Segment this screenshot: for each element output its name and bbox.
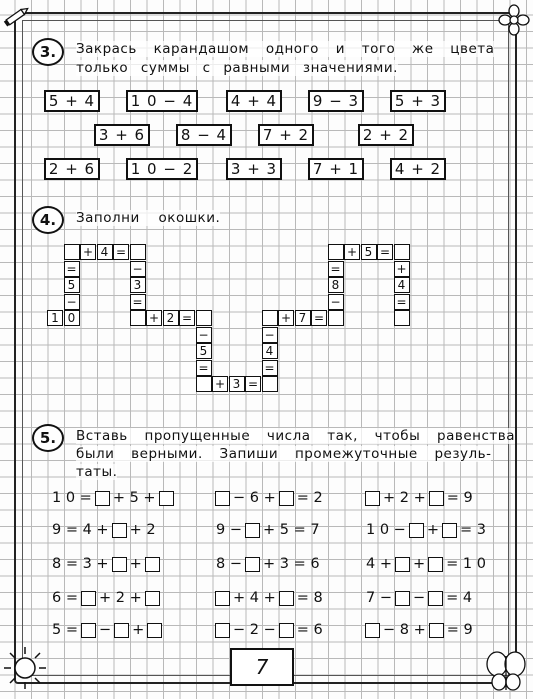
- answer-cell[interactable]: [262, 376, 278, 392]
- answer-box[interactable]: [112, 523, 127, 538]
- answer-box[interactable]: [429, 491, 444, 506]
- equation-text: = 6: [296, 622, 323, 638]
- answer-box[interactable]: [215, 623, 230, 638]
- equation: [50, 622, 163, 638]
- answer-cell[interactable]: [394, 310, 410, 326]
- answer-cell[interactable]: [328, 244, 344, 260]
- equation-text: + 4 +: [233, 590, 276, 606]
- chain-cell: =: [311, 310, 327, 326]
- sum-box[interactable]: 7 + 1: [308, 158, 364, 180]
- chain-cell: 4: [394, 277, 410, 293]
- chain-cell: =: [130, 294, 146, 310]
- chain-cell: +: [344, 244, 360, 260]
- chain-cell: 1: [47, 310, 63, 326]
- sum-box[interactable]: 5 + 4: [44, 90, 100, 112]
- equation-text: 4 +: [366, 556, 392, 572]
- equation-text: = 4: [446, 590, 473, 606]
- equation: [50, 490, 175, 506]
- equation: [364, 556, 488, 572]
- answer-box[interactable]: [395, 591, 410, 606]
- sum-box[interactable]: 3 + 3: [226, 158, 282, 180]
- task3-number: 3.: [32, 38, 64, 66]
- chain-cell: +: [394, 261, 410, 277]
- equation-text: +: [129, 556, 142, 572]
- equation: [214, 622, 325, 638]
- equation: [50, 556, 161, 572]
- equation: [50, 522, 158, 538]
- chain-cell: −: [196, 327, 212, 343]
- equation-text: 1 0 =: [52, 490, 92, 506]
- equation-text: +: [426, 522, 439, 538]
- equation-text: + 2: [129, 522, 156, 538]
- chain-cell: +: [278, 310, 294, 326]
- chain-cell: 4: [262, 343, 278, 359]
- equation-text: 6 =: [52, 590, 78, 606]
- equation: [214, 490, 325, 506]
- chain-cell: +: [80, 244, 96, 260]
- chain-cell: 8: [328, 277, 344, 293]
- chain-cell: −: [64, 294, 80, 310]
- sum-box[interactable]: 1 0 − 4: [126, 90, 198, 112]
- equation-text: − 8 +: [383, 622, 426, 638]
- answer-box[interactable]: [428, 557, 443, 572]
- sum-box[interactable]: 1 0 − 2: [126, 158, 198, 180]
- equation: [50, 590, 161, 606]
- equation-text: 9 = 4 +: [52, 522, 109, 538]
- equation-text: − 2 −: [233, 622, 276, 638]
- equation-text: 5 =: [52, 622, 78, 638]
- sum-box[interactable]: 4 + 4: [226, 90, 282, 112]
- equation-text: = 8: [296, 590, 323, 606]
- equation: [214, 522, 322, 538]
- chain-cell: −: [262, 327, 278, 343]
- equation-text: 9 −: [216, 522, 242, 538]
- answer-box[interactable]: [95, 491, 110, 506]
- equation-text: −: [98, 622, 112, 638]
- sum-box[interactable]: 4 + 2: [390, 158, 446, 180]
- sum-box[interactable]: 2 + 2: [358, 124, 414, 146]
- chain-cell: =: [179, 310, 195, 326]
- answer-box[interactable]: [279, 591, 294, 606]
- equation: [364, 622, 475, 638]
- answer-cell[interactable]: [130, 244, 146, 260]
- equation-text: = 9: [446, 622, 473, 638]
- answer-box[interactable]: [279, 623, 294, 638]
- chain-cell: +: [146, 310, 162, 326]
- chain-cell: =: [245, 376, 261, 392]
- equation: [214, 556, 322, 572]
- answer-box[interactable]: [428, 591, 443, 606]
- equation-text: = 2: [296, 490, 323, 506]
- chain-cell: 7: [295, 310, 311, 326]
- chain-cell: −: [328, 294, 344, 310]
- chain-cell: 0: [64, 310, 80, 326]
- answer-box[interactable]: [429, 623, 444, 638]
- task5-text-line3: таты.: [76, 464, 118, 480]
- answer-box[interactable]: [409, 523, 424, 538]
- answer-cell[interactable]: [130, 310, 146, 326]
- task4-number: 4.: [32, 206, 64, 234]
- chain-cell: =: [64, 261, 80, 277]
- answer-box[interactable]: [215, 591, 230, 606]
- equation: [364, 590, 474, 606]
- answer-box[interactable]: [245, 557, 260, 572]
- chain-cell: =: [328, 261, 344, 277]
- task5-text-line2: были верными. Запиши промежуточные резуль-: [76, 446, 492, 462]
- sum-box[interactable]: 2 + 6: [44, 158, 100, 180]
- answer-box[interactable]: [395, 557, 410, 572]
- equation-text: = 9: [446, 490, 473, 506]
- chain-cell: 3: [229, 376, 245, 392]
- answer-box[interactable]: [442, 523, 457, 538]
- equation-text: + 5 = 7: [262, 522, 320, 538]
- answer-cell[interactable]: [394, 244, 410, 260]
- flower-icon: [498, 4, 530, 36]
- task5-number: 5.: [32, 424, 64, 452]
- equation-text: + 2 +: [98, 590, 142, 606]
- task4-text: Заполни окошки.: [76, 210, 221, 226]
- chain-cell: =: [394, 294, 410, 310]
- pencil-icon: [2, 4, 32, 28]
- answer-box[interactable]: [245, 523, 260, 538]
- equation-text: + 5 +: [112, 490, 156, 506]
- sun-icon: [2, 645, 48, 691]
- equation-text: 7 −: [366, 590, 392, 606]
- equation: [364, 522, 488, 538]
- sum-box[interactable]: 3 + 6: [94, 124, 150, 146]
- answer-box[interactable]: [215, 491, 230, 506]
- equation-text: = 1 0: [446, 556, 486, 572]
- equation-text: 8 = 3 +: [52, 556, 109, 572]
- answer-box[interactable]: [147, 623, 162, 638]
- chain-cell: 5: [361, 244, 377, 260]
- answer-cell[interactable]: [328, 310, 344, 326]
- chain-cell: 2: [163, 310, 179, 326]
- answer-box[interactable]: [365, 491, 380, 506]
- equation-text: + 2 +: [383, 490, 426, 506]
- answer-cell[interactable]: [196, 376, 212, 392]
- chain-cell: −: [130, 261, 146, 277]
- sum-box[interactable]: 8 − 4: [176, 124, 232, 146]
- answer-box[interactable]: [81, 623, 96, 638]
- chain-cell: 5: [64, 277, 80, 293]
- chain-cell: =: [377, 244, 393, 260]
- sum-box[interactable]: 5 + 3: [390, 90, 446, 112]
- task5-text-line1: Вставь пропущенные числа так, чтобы равенства: [76, 428, 515, 444]
- chain-cell: =: [196, 360, 212, 376]
- sum-box[interactable]: 7 + 2: [258, 124, 314, 146]
- answer-cell[interactable]: [196, 310, 212, 326]
- equation: [214, 590, 325, 606]
- equation-text: 1 0 −: [366, 522, 406, 538]
- chain-cell: =: [262, 360, 278, 376]
- answer-box[interactable]: [279, 491, 294, 506]
- equation-text: − 6 +: [233, 490, 276, 506]
- equation-text: −: [412, 590, 426, 606]
- task3-text-line2: только суммы с равными значениями.: [76, 60, 398, 76]
- butterfly-icon: [484, 648, 528, 694]
- answer-box[interactable]: [365, 623, 380, 638]
- task3-text-line1: Закрась карандашом одного и того же цвета: [76, 41, 495, 57]
- chain-cell: 4: [97, 244, 113, 260]
- chain-cell: =: [113, 244, 129, 260]
- answer-cell[interactable]: [262, 310, 278, 326]
- chain-cell: 5: [196, 343, 212, 359]
- equation-text: = 3: [459, 522, 486, 538]
- page-number: 7: [230, 648, 294, 686]
- answer-box[interactable]: [114, 623, 129, 638]
- chain-cell: +: [212, 376, 228, 392]
- answer-box[interactable]: [145, 557, 160, 572]
- answer-box[interactable]: [159, 491, 174, 506]
- answer-box[interactable]: [145, 591, 160, 606]
- chain-cell: 3: [130, 277, 146, 293]
- answer-box[interactable]: [112, 557, 127, 572]
- answer-box[interactable]: [81, 591, 96, 606]
- equation-text: 8 −: [216, 556, 242, 572]
- equation-text: + 3 = 6: [262, 556, 320, 572]
- equation-text: +: [412, 556, 426, 572]
- equation-text: +: [132, 622, 145, 638]
- answer-cell[interactable]: [64, 244, 80, 260]
- equation: [364, 490, 475, 506]
- sum-box[interactable]: 9 − 3: [308, 90, 364, 112]
